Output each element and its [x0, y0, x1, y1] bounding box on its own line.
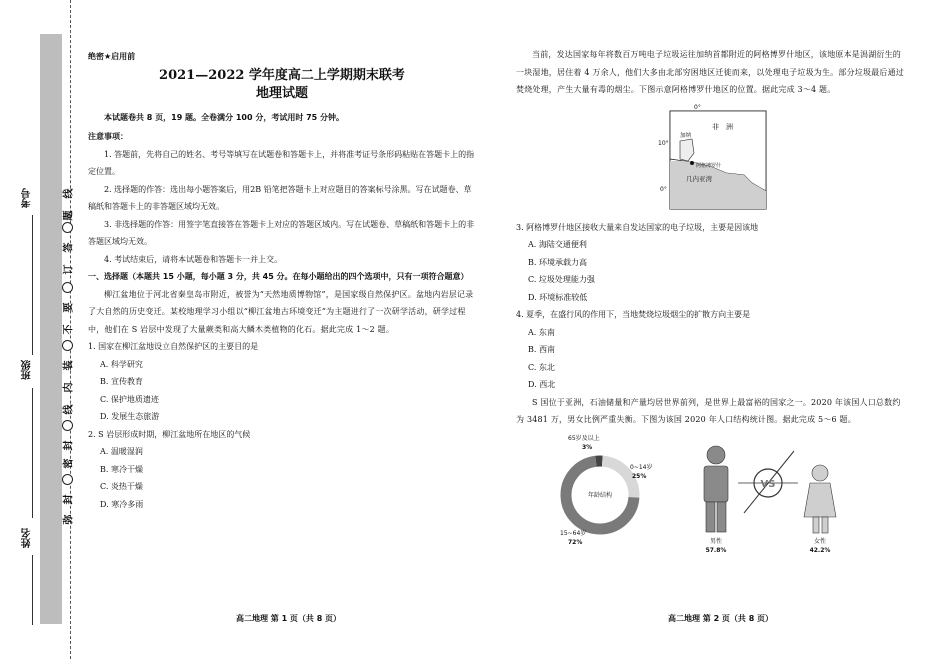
slice-label-15-64: 15~64岁	[560, 529, 587, 537]
question-1: 1. 国家在柳江盆地设立自然保护区的主要目的是	[88, 342, 259, 351]
q4-option[interactable]: D. 西北	[528, 380, 556, 389]
slice-label-0-14: 0~14岁	[630, 463, 653, 471]
seal-char: 不	[63, 324, 75, 335]
seal-char: 线	[63, 188, 75, 199]
donut-center-label: 年龄结构	[587, 491, 613, 499]
class-field[interactable]	[32, 388, 33, 518]
vs-emblem-icon	[738, 451, 798, 513]
seal-circle	[62, 420, 73, 431]
seal-char: 答	[63, 242, 75, 253]
slice-label-65plus: 65岁及以上	[568, 434, 600, 442]
q1-option[interactable]: D. 发展生态旅游	[100, 412, 160, 421]
q3-option[interactable]: B. 环境承载力高	[528, 257, 587, 267]
material-text: S 国位于亚洲，石油储量和产量均居世界前列，是世界上最富裕的国家之一。2020 年该国人口总数约为 3481 万，男女比例严重失衡。下图为该国 2020 年人口结构统计图。据此完成 5～6 题。	[516, 397, 901, 424]
exam-title: 2021—2022 学年度高二上学期期末联考	[159, 67, 405, 83]
q2-option[interactable]: C. 炎热干燥	[100, 482, 143, 491]
q4-option[interactable]: B. 西南	[528, 345, 555, 354]
q4-option[interactable]: A. 东南	[528, 327, 555, 337]
seal-char: 要	[63, 302, 75, 313]
seal-char: 内	[63, 382, 75, 393]
location-map	[656, 103, 774, 215]
lat0-label: 0°	[660, 185, 667, 193]
gulf-label: 几内亚湾	[686, 174, 712, 183]
male-value: 57.8%	[705, 546, 727, 554]
seal-char: 线	[63, 404, 75, 415]
q1-option[interactable]: A. 科学研究	[100, 359, 143, 369]
female-label: 女性	[813, 537, 827, 545]
male-label: 男性	[709, 537, 723, 545]
q4-option[interactable]: C. 东北	[528, 362, 555, 372]
ghana-label: 加纳	[680, 132, 692, 139]
q2-option[interactable]: D. 寒冷多雨	[100, 499, 144, 509]
question-2: 2. S 岩层形成时期，柳江盆地所在地区的气候	[88, 429, 251, 439]
question-4: 4. 夏季，在盛行风的作用下，当地焚烧垃圾烟尘的扩散方向主要是	[516, 310, 751, 319]
exam-no-field[interactable]	[32, 215, 33, 355]
class-label: 班级	[22, 360, 33, 380]
slice-value-0-14: 25%	[632, 472, 647, 480]
page-1-footer: 高二地理 第 1 页（共 8 页）	[236, 614, 342, 623]
q1-option[interactable]: B. 宣传教育	[100, 377, 143, 386]
page-2-footer: 高二地理 第 2 页（共 8 页）	[668, 614, 774, 623]
question-3: 3. 阿格博罗什地区接收大量来自发达国家的电子垃圾，主要是因该地	[516, 222, 759, 232]
notes-title: 注意事项：	[88, 132, 128, 141]
seal-char: 题	[63, 210, 75, 221]
name-label: 姓名	[22, 528, 33, 548]
q3-option[interactable]: D. 环境标准较低	[528, 292, 588, 302]
seal-circle	[62, 282, 73, 293]
seal-circle	[62, 222, 73, 233]
q3-option[interactable]: A. 海陆交通便利	[528, 240, 587, 249]
seal-char: 订	[63, 264, 75, 275]
exam-no-label: 考号	[22, 188, 33, 208]
material-text: 柳江盆地位于河北省秦皇岛市附近，被誉为“天然地质博物馆”，是国家级自然保护区。盆地内岩层记录了大自然的历史变迁。某校地理学习小组以“柳江盆地古环境变迁”为主题进行了一次研学活动，研学过程中，他们在 S 岩层中发现了大量蕨类和高大鳞木类植物的化石。据此完成 1～2 题。	[88, 289, 474, 334]
female-value: 42.2%	[809, 546, 831, 554]
note-item: 3. 非选择题的作答：用签字笔直接答在答题卡上对应的答题区域内。写在试题卷、草稿纸和答题卡上的非答题区域均无效。	[88, 219, 475, 246]
africa-label: 非 洲	[712, 122, 733, 131]
note-item: 4. 考试结束后，请将本试题卷和答题卡一并上交。	[104, 254, 283, 264]
male-figure-icon	[704, 446, 728, 532]
population-chart	[558, 433, 858, 558]
seal-circle	[62, 340, 73, 351]
binding-margin	[0, 0, 78, 659]
note-item: 2. 选择题的作答：选出每小题答案后，用2B 铅笔把答题卡上对应题目的答案标号涂黑。写在试题卷、草稿纸和答题卡上的非答题区域均无效。	[88, 184, 472, 211]
seal-char: 装	[63, 360, 75, 371]
seal-char: 密	[63, 458, 75, 469]
slice-value-15-64: 72%	[568, 538, 583, 546]
vs-label: VS	[760, 478, 776, 490]
seal-char: 封	[63, 494, 75, 505]
note-item: 1. 答题前，先将自己的姓名、考号等填写在试题卷和答题卡上，并将准考证号条形码粘贴在答题卡上的指定位置。	[88, 149, 475, 176]
q2-option[interactable]: A. 温暖湿润	[100, 447, 143, 456]
female-figure-icon	[804, 465, 836, 533]
q3-option[interactable]: C. 垃圾处理能力强	[528, 275, 595, 284]
agbogbloshie-dot	[690, 161, 694, 165]
seal-char: 弥	[63, 514, 75, 525]
page-1	[88, 48, 476, 513]
q1-option[interactable]: C. 保护地质遗迹	[100, 394, 159, 404]
q2-option[interactable]: B. 寒冷干燥	[100, 464, 143, 474]
agbogbloshie-label: 阿格博罗什	[696, 162, 722, 169]
lon-label: 0°	[694, 103, 701, 111]
exam-intro: 本试题卷共 8 页，19 题。全卷满分 100 分，考试用时 75 分钟。	[104, 112, 345, 122]
page-2	[516, 46, 906, 558]
seal-circle	[62, 474, 73, 485]
name-field[interactable]	[32, 555, 33, 625]
lat10-label: 10°	[658, 139, 669, 147]
section-heading: 一、选择题（本题共 15 小题，每小题 3 分，共 45 分。在每小题给出的四个选项中，只有一项符合题意）	[88, 272, 469, 281]
slice-value-65plus: 3%	[582, 443, 593, 451]
secret-label: 绝密★启用前	[88, 52, 136, 61]
seal-char: 封	[63, 440, 75, 451]
material-text: 当前，发达国家每年将数百万吨电子垃圾运往加纳首都附近的阿格博罗什地区，该地原本是潟湖衍生的一块湿地，居住着 4 万余人，他们大多由北部穷困地区迁徙而来，以处理电子垃圾为生。部分垃圾最后通过焚烧处理，产生大量有毒的烟尘。下图示意阿格博罗什地区的位置。据此完成 3～4 题。	[516, 50, 904, 94]
subject-title: 地理试题	[255, 85, 308, 101]
